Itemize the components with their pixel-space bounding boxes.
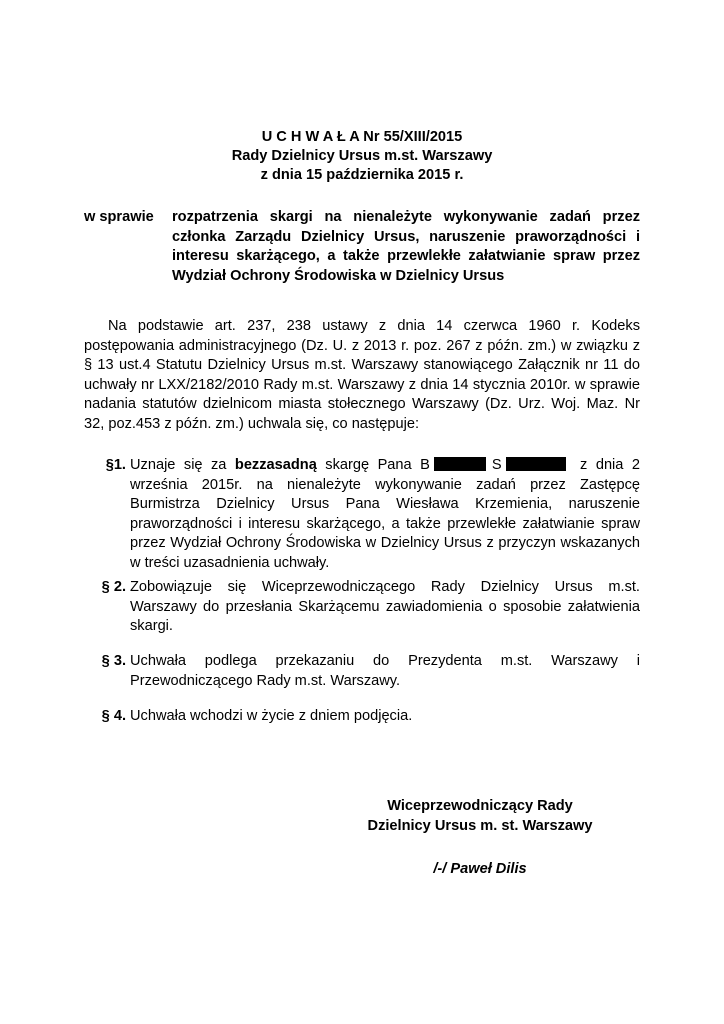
paragraph-text-pre: Uznaje się za — [130, 457, 235, 473]
redaction-block — [434, 457, 486, 471]
paragraph-text-mid2: S — [491, 457, 502, 473]
paragraph-text-post: z dnia 2 września 2015r. na nienależyte wykonywanie zadań przez Zastępcę Burmistrza Dzielnicy Ursus Pana Wiesława Krzemienia, naruszenie praworządności i interesu skarżącego, a także przewlekłe załatwianie spraw przez Wydział Ochrony Środowiska w Dzielnicy Ursus z przyczyn wskazanych w treści uzasadnienia uchwały. — [130, 457, 640, 571]
signer-name: /-/ Paweł Dilis — [433, 861, 527, 877]
paragraph-text: Uchwała wchodzi w życie z dniem podjęcia. — [130, 708, 413, 724]
paragraph-text: Zobowiązuje się Wiceprzewodniczącego Rady Dzielnicy Ursus m.st. Warszawy do przesłania Skarżącemu zawiadomienia o sposobie załatwienia skargi. — [130, 579, 640, 634]
paragraph-2 — [84, 578, 640, 637]
signature-council: Dzielnicy Ursus m. st. Warszawy — [367, 817, 593, 834]
signature-block — [360, 797, 600, 836]
paragraph-text: Uchwała podlega przekazaniu do Prezydenta m.st. Warszawy i Przewodniczącego Rady m.st. Warszawy. — [130, 653, 640, 689]
paragraph-1 — [84, 456, 640, 573]
paragraph-4 — [84, 707, 640, 727]
paragraph-text — [130, 456, 640, 573]
resolution-title: U C H W A Ł A Nr 55/XIII/2015 — [261, 129, 463, 145]
paragraph-number: § 2. — [101, 579, 126, 595]
paragraph-3 — [84, 652, 640, 691]
paragraph-number: § 3. — [101, 653, 126, 669]
council-name: Rady Dzielnicy Ursus m.st. Warszawy — [231, 148, 493, 164]
resolution-date: z dnia 15 października 2015 r. — [260, 167, 464, 183]
resolution-header — [0, 128, 724, 185]
legal-basis-paragraph: Na podstawie art. 237, 238 ustawy z dnia 14 czerwca 1960 r. Kodeks postępowania administracyjnego (Dz. U. z 2013 r. poz. 267 z późn. zm.) w związku z § 13 ust.4 Statutu Dzielnicy Ursus m.st. Warszawy stanowiącego Załącznik nr 11 do uchwały nr LXX/2182/2010 Rady m.st. Warszawy z dnia 14 stycznia 2010r. w sprawie nadania statutów dzielnicom miasta stołecznego Warszawy (Dz. Urz. Woj. Maz. Nr 32, poz.453 z późn. zm.) uchwala się, co następuje: — [84, 318, 640, 432]
paragraph-number: §1. — [105, 457, 126, 473]
subject-text: rozpatrzenia skargi na nienależyte wykonywanie zadań przez członka Zarządu Dzielnicy Ursus, naruszenie praworządności i interesu skarżącego, a także przewlekłe załatwianie spraw przez Wydział Ochrony Środowiska w Dzielnicy Ursus — [172, 209, 640, 284]
resolution-subject — [84, 208, 640, 286]
paragraph-number: § 4. — [101, 708, 126, 724]
emphasis-text: bezzasadną — [234, 457, 317, 473]
redaction-block — [506, 457, 566, 471]
signature-title: Wiceprzewodniczący Rady — [387, 798, 573, 814]
paragraph-text-mid: skargę Pana B — [316, 457, 430, 473]
subject-label: w sprawie — [84, 209, 154, 225]
